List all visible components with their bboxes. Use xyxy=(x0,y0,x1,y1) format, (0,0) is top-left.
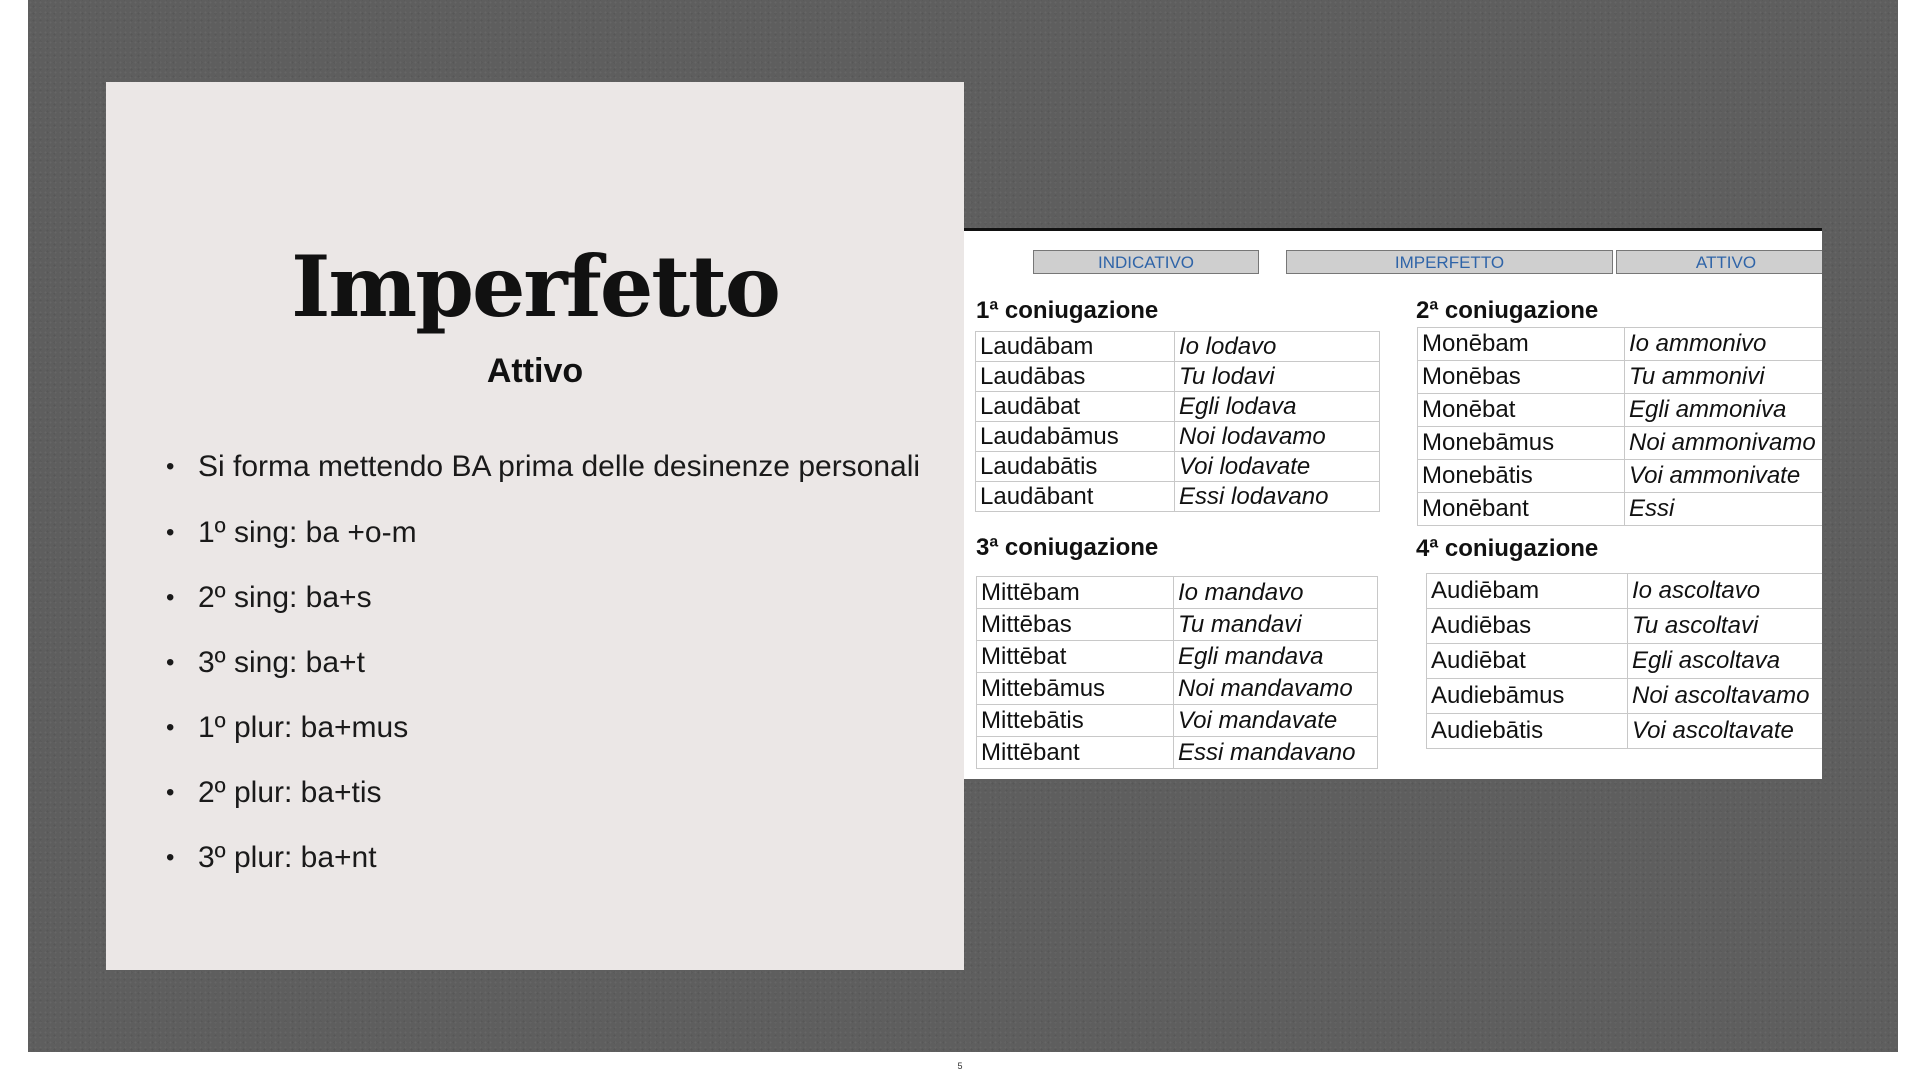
table-row xyxy=(976,452,1380,482)
latin-form: Laudabātis xyxy=(976,452,1175,482)
table-row xyxy=(976,482,1380,512)
bullet-item: • 3º sing: ba+t xyxy=(166,648,926,678)
latin-form: Laudabāmus xyxy=(976,422,1175,452)
latin-form: Monebātis xyxy=(1418,460,1625,493)
translation: Egli ammoniva xyxy=(1625,394,1823,427)
text-card xyxy=(106,82,964,970)
latin-form: Monēbas xyxy=(1418,361,1625,394)
table-row xyxy=(977,705,1378,737)
table-row xyxy=(1418,394,1823,427)
translation: Noi ammonivamo xyxy=(1625,427,1823,460)
latin-form: Mittēbat xyxy=(977,641,1174,673)
latin-form: Monebāmus xyxy=(1418,427,1625,460)
page-number: 5 xyxy=(957,1061,963,1071)
conj2-label: 2ª coniugazione xyxy=(1416,297,1599,324)
latin-form: Mittēbant xyxy=(977,737,1174,769)
table-row xyxy=(1427,574,1823,609)
conj1-label: 1ª coniugazione xyxy=(976,297,1159,324)
bullet-list xyxy=(166,452,926,908)
table-row xyxy=(976,422,1380,452)
bullet-item: • 1º sing: ba +o-m xyxy=(166,518,926,548)
translation: Noi lodavamo xyxy=(1175,422,1380,452)
translation: Noi mandavamo xyxy=(1174,673,1378,705)
conj3-label: 3ª coniugazione xyxy=(976,534,1159,561)
header-attivo: ATTIVO xyxy=(1616,250,1822,274)
latin-form: Audiebātis xyxy=(1427,714,1628,749)
translation: Tu ascoltavi xyxy=(1628,609,1823,644)
latin-form: Mittēbas xyxy=(977,609,1174,641)
bullet-item: • 2º sing: ba+s xyxy=(166,583,926,613)
translation: Io lodavo xyxy=(1175,332,1380,362)
conj1-table xyxy=(975,331,1380,512)
bullet-item: • 2º plur: ba+tis xyxy=(166,778,926,808)
table-row xyxy=(1418,361,1823,394)
conj4-label: 4ª coniugazione xyxy=(1416,535,1599,562)
latin-form: Laudābant xyxy=(976,482,1175,512)
conj3-table xyxy=(976,576,1378,769)
table-row xyxy=(977,673,1378,705)
header-imperfetto: IMPERFETTO xyxy=(1286,250,1613,274)
latin-form: Audiēbas xyxy=(1427,609,1628,644)
bullet-item: • Si forma mettendo BA prima delle desinenze personali xyxy=(166,452,926,482)
conj4-table xyxy=(1426,573,1822,749)
translation: Essi mandavano xyxy=(1174,737,1378,769)
latin-form: Audiēbat xyxy=(1427,644,1628,679)
table-row xyxy=(1427,714,1823,749)
translation: Tu mandavi xyxy=(1174,609,1378,641)
translation: Voi lodavate xyxy=(1175,452,1380,482)
latin-form: Mittebātis xyxy=(977,705,1174,737)
latin-form: Monēbam xyxy=(1418,328,1625,361)
slide-title: Imperfetto xyxy=(291,237,779,336)
translation: Io ascoltavo xyxy=(1628,574,1823,609)
table-row xyxy=(1427,644,1823,679)
translation: Voi ascoltavate xyxy=(1628,714,1823,749)
table-row xyxy=(977,577,1378,609)
latin-form: Laudābam xyxy=(976,332,1175,362)
translation: Egli ascoltava xyxy=(1628,644,1823,679)
table-row xyxy=(977,641,1378,673)
latin-form: Audiēbam xyxy=(1427,574,1628,609)
translation: Tu lodavi xyxy=(1175,362,1380,392)
latin-form: Mittēbam xyxy=(977,577,1174,609)
table-row xyxy=(977,737,1378,769)
latin-form: Audiebāmus xyxy=(1427,679,1628,714)
table-row xyxy=(977,609,1378,641)
translation: Voi ammonivate xyxy=(1625,460,1823,493)
translation: Essi xyxy=(1625,493,1823,526)
table-row xyxy=(1418,460,1823,493)
table-row xyxy=(1427,609,1823,644)
table-row xyxy=(1418,427,1823,460)
latin-form: Mittebāmus xyxy=(977,673,1174,705)
bullet-item: • 3º plur: ba+nt xyxy=(166,843,926,873)
bullet-item: • 1º plur: ba+mus xyxy=(166,713,926,743)
translation: Voi mandavate xyxy=(1174,705,1378,737)
header-indicativo: INDICATIVO xyxy=(1033,250,1259,274)
table-row xyxy=(1418,493,1823,526)
slide-subtitle: Attivo xyxy=(486,352,584,390)
latin-form: Laudābas xyxy=(976,362,1175,392)
translation: Egli lodava xyxy=(1175,392,1380,422)
translation: Io ammonivo xyxy=(1625,328,1823,361)
table-row xyxy=(1427,679,1823,714)
translation: Tu ammonivi xyxy=(1625,361,1823,394)
table-row xyxy=(1418,328,1823,361)
translation: Essi lodavano xyxy=(1175,482,1380,512)
latin-form: Monēbat xyxy=(1418,394,1625,427)
table-row xyxy=(976,332,1380,362)
table-row xyxy=(976,362,1380,392)
conjugation-table-image xyxy=(964,228,1822,779)
latin-form: Monēbant xyxy=(1418,493,1625,526)
translation: Egli mandava xyxy=(1174,641,1378,673)
conj2-table xyxy=(1417,327,1822,526)
translation: Noi ascoltavamo xyxy=(1628,679,1823,714)
latin-form: Laudābat xyxy=(976,392,1175,422)
translation: Io mandavo xyxy=(1174,577,1378,609)
table-row xyxy=(976,392,1380,422)
